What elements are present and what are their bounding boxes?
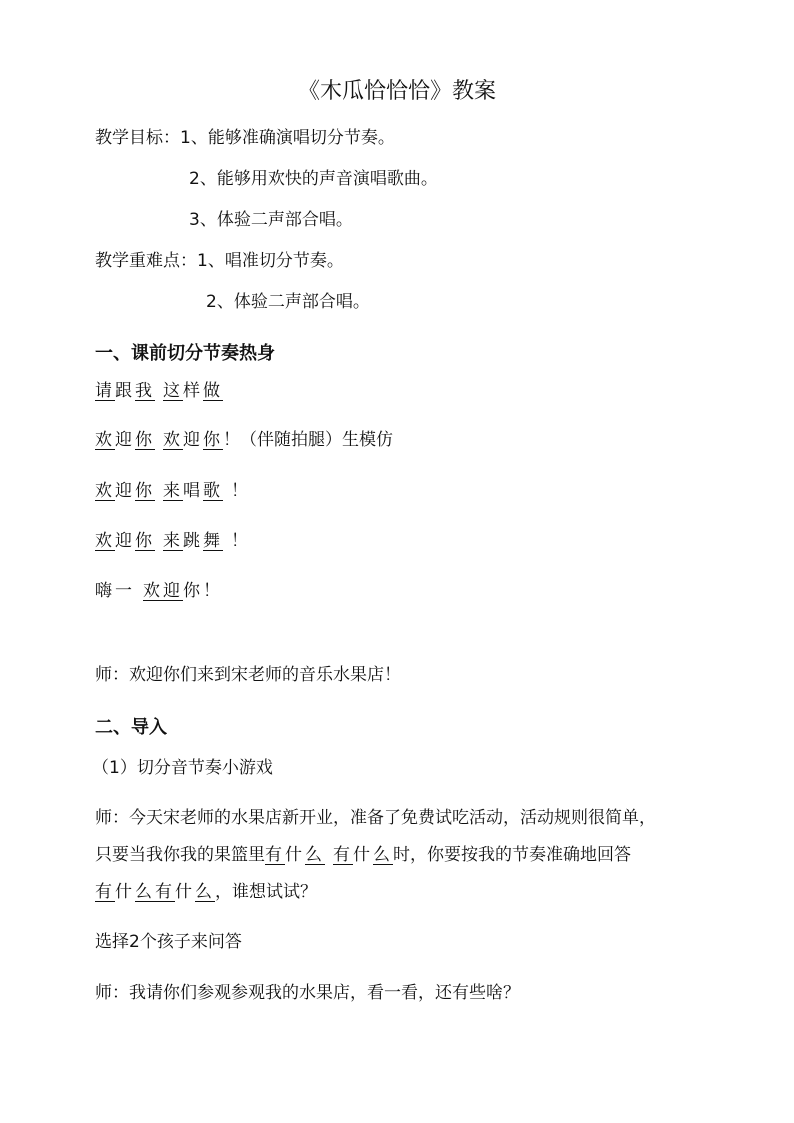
rhythm-syllable: 我	[135, 381, 155, 401]
rhythm-syllable: 迎	[115, 430, 135, 450]
rhythm-line-3	[95, 479, 251, 503]
section2-heading: 二、导入	[95, 717, 167, 738]
paragraph-line	[95, 880, 317, 904]
rhythm-syllable: 么	[135, 882, 155, 902]
difficulty-item: 1、唱准切分节奏。	[197, 251, 344, 271]
rhythm-syllable: 你！	[183, 581, 223, 601]
rhythm-syllable: 做	[203, 381, 223, 401]
rhythm-syllable: 欢	[95, 531, 115, 551]
rhythm-syllable: 有	[95, 882, 115, 902]
rhythm-syllable: 你	[135, 430, 155, 450]
rhythm-syllable: 跟	[115, 381, 135, 401]
rhythm-tail: ！	[231, 481, 251, 501]
rhythm-syllable: 欢迎	[143, 581, 183, 601]
section1-heading: 一、课前切分节奏热身	[95, 343, 275, 364]
rhythm-line-1	[95, 379, 223, 403]
section2-subheading: （1）切分音节奏小游戏	[92, 758, 273, 778]
rhythm-syllable: 有	[155, 882, 175, 902]
rhythm-syllable: 唱	[183, 481, 203, 501]
rhythm-syllable: 你	[135, 531, 155, 551]
rhythm-syllable: 什	[285, 845, 305, 865]
rhythm-line-4	[95, 529, 251, 553]
rhythm-syllable: 你	[203, 430, 223, 450]
rhythm-syllable: 什	[175, 882, 195, 902]
teacher-line: 师：我请你们参观参观我的水果店，看一看，还有些啥？	[95, 983, 520, 1003]
goal-item: 1、能够准确演唱切分节奏。	[180, 128, 395, 148]
rhythm-syllable: 什	[115, 882, 135, 902]
rhythm-syllable: 歌	[203, 481, 223, 501]
rhythm-syllable: 么	[373, 845, 393, 865]
paragraph-line: 师：今天宋老师的水果店新开业，准备了免费试吃活动，活动规则很简单，	[95, 808, 656, 828]
rhythm-syllable: 迎	[115, 481, 135, 501]
rhythm-syllable: 嗨一	[95, 581, 135, 601]
instruction-line: 选择2个孩子来问答	[95, 932, 242, 952]
goal-item: 3、体验二声部合唱。	[189, 210, 353, 230]
rhythm-syllable: 跳	[183, 531, 203, 551]
rhythm-syllable: 请	[95, 381, 115, 401]
rhythm-syllable: 样	[183, 381, 203, 401]
paragraph-line	[95, 843, 631, 867]
rhythm-syllable: 么	[195, 882, 215, 902]
rhythm-syllable: 欢	[95, 481, 115, 501]
goal-item: 2、能够用欢快的声音演唱歌曲。	[189, 169, 438, 189]
goals-line-1	[95, 126, 395, 150]
text-run: 只要当我你我的果篮里	[95, 845, 265, 865]
rhythm-syllable: 么	[305, 845, 325, 865]
rhythm-line-2	[95, 428, 393, 452]
rhythm-tail: ！	[231, 531, 251, 551]
rhythm-syllable: 迎	[115, 531, 135, 551]
rhythm-syllable: 来	[163, 481, 183, 501]
rhythm-syllable: 来	[163, 531, 183, 551]
goals-label: 教学目标：	[95, 128, 180, 148]
teacher-line: 师：欢迎你们来到宋老师的音乐水果店！	[95, 665, 401, 685]
rhythm-syllable: 你	[135, 481, 155, 501]
rhythm-syllable: 欢	[163, 430, 183, 450]
text-run: ，谁想试试？	[215, 882, 317, 902]
rhythm-line-5	[95, 579, 223, 603]
difficulty-item: 2、体验二声部合唱。	[206, 292, 370, 312]
difficulties-label: 教学重难点：	[95, 251, 197, 271]
rhythm-tail: ！（伴随拍腿）生模仿	[223, 430, 393, 450]
document-title: 《木瓜恰恰恰》教案	[297, 79, 496, 104]
rhythm-syllable: 什	[353, 845, 373, 865]
difficulties-line-1	[95, 249, 344, 273]
rhythm-syllable: 有	[333, 845, 353, 865]
rhythm-syllable: 欢	[95, 430, 115, 450]
rhythm-syllable: 有	[265, 845, 285, 865]
rhythm-syllable: 迎	[183, 430, 203, 450]
text-run: 时，你要按我的节奏准确地回答	[393, 845, 631, 865]
rhythm-syllable: 舞	[203, 531, 223, 551]
rhythm-syllable: 这	[163, 381, 183, 401]
